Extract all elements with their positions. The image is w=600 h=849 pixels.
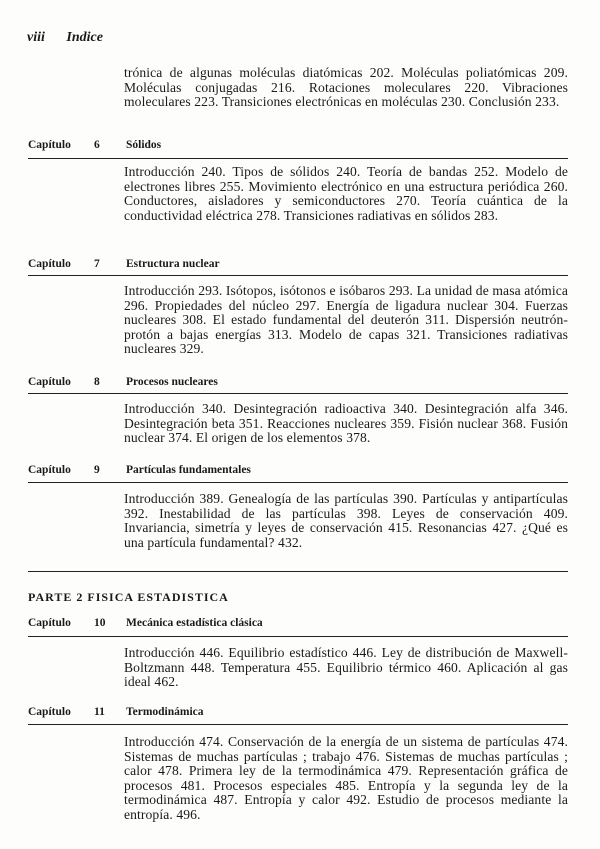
chapter-rule [28, 158, 568, 159]
chapter-title: Mecánica estadística clásica [126, 617, 263, 629]
chapter-contents-6: Introducción 240. Tipos de sólidos 240. Teoría de bandas 252. Modelo de electrones libres 255. Movimiento electrónico en una estructura periódica 260. Conductores, aisladores y semiconductores 270. Teoría cuántica de la conductividad eléctrica 278. Transiciones radiativas en sólidos 283. [124, 164, 568, 223]
part-rule-top [28, 571, 568, 572]
chapter-heading-11 [28, 706, 568, 722]
chapter-label: Capítulo [28, 617, 71, 629]
chapter-title: Procesos nucleares [126, 376, 218, 388]
chapter-title: Partículas fundamentales [126, 464, 251, 476]
chapter-number: 7 [94, 258, 100, 270]
chapter-number: 10 [94, 617, 106, 629]
chapter-contents-7: Introducción 293. Isótopos, isótonos e isóbaros 293. La unidad de masa atómica 296. Propiedades del núcleo 297. Energía de ligadura nuclear 304. Fuerzas nucleares 308. El estado fundamental del deuterón 311. Dispersión neutrón-protón a bajas energías 313. Modelo de capas 321. Transiciones radiativas nucleares 329. [124, 283, 568, 357]
chapter-rule [28, 636, 568, 637]
chapter-number: 11 [94, 706, 105, 718]
chapter-contents-11: Introducción 474. Conservación de la energía de un sistema de partículas 474. Sistemas de muchas partículas ; trabajo 476. Sistemas de muchas partículas ; calor 478. Primera ley de la termodinámica 479. Representación gráfica de procesos 481. Procesos especiales 485. Entropía y la segunda ley de la termodinámica 487. Entropía y calor 492. Estudio de procesos mediante la entropía. 496. [124, 734, 568, 822]
chapter-heading-7 [28, 258, 568, 274]
chapter-label: Capítulo [28, 706, 71, 718]
page-header [27, 30, 103, 46]
chapter-title: Termodinámica [126, 706, 204, 718]
chapter-rule [28, 275, 568, 276]
chapter-label: Capítulo [28, 139, 71, 151]
chapter-label: Capítulo [28, 376, 71, 388]
chapter-title: Estructura nuclear [126, 258, 220, 270]
chapter-heading-8 [28, 376, 568, 392]
chapter-number: 8 [94, 376, 100, 388]
chapter-heading-9 [28, 464, 568, 480]
page-number: viii [27, 30, 45, 45]
chapter-heading-6 [28, 139, 568, 155]
chapter-rule [28, 393, 568, 394]
chapter-label: Capítulo [28, 464, 71, 476]
chapter-number: 6 [94, 139, 100, 151]
intro-paragraph: trónica de algunas moléculas diatómicas 202. Moléculas poliatómicas 209. Moléculas conjugadas 216. Rotaciones moleculares 220. Vibraciones moleculares 223. Transiciones electrónicas en moléculas 230. Conclusión 233. [124, 65, 568, 110]
running-title: Indice [66, 30, 103, 45]
chapter-heading-10 [28, 617, 568, 633]
chapter-number: 9 [94, 464, 100, 476]
chapter-contents-9: Introducción 389. Genealogía de las partículas 390. Partículas y antipartículas 392. Inestabilidad de las partículas 398. Leyes de conservación 409. Invariancia, simetría y leyes de conservación 415. Resonancias 427. ¿Qué es una partícula fundamental? 432. [124, 491, 568, 550]
chapter-label: Capítulo [28, 258, 71, 270]
chapter-title: Sólidos [126, 139, 162, 151]
part-heading: PARTE 2 FISICA ESTADISTICA [28, 590, 229, 604]
chapter-contents-10: Introducción 446. Equilibrio estadístico 446. Ley de distribución de Maxwell-Boltzmann 448. Temperatura 455. Equilibrio térmico 460. Aplicación al gas ideal 462. [124, 645, 568, 690]
chapter-rule [28, 724, 568, 725]
chapter-rule [28, 482, 568, 483]
chapter-contents-8: Introducción 340. Desintegración radioactiva 340. Desintegración alfa 346. Desintegración beta 351. Reacciones nucleares 359. Fisión nuclear 368. Fusión nuclear 374. El origen de los elementos 378. [124, 401, 568, 446]
